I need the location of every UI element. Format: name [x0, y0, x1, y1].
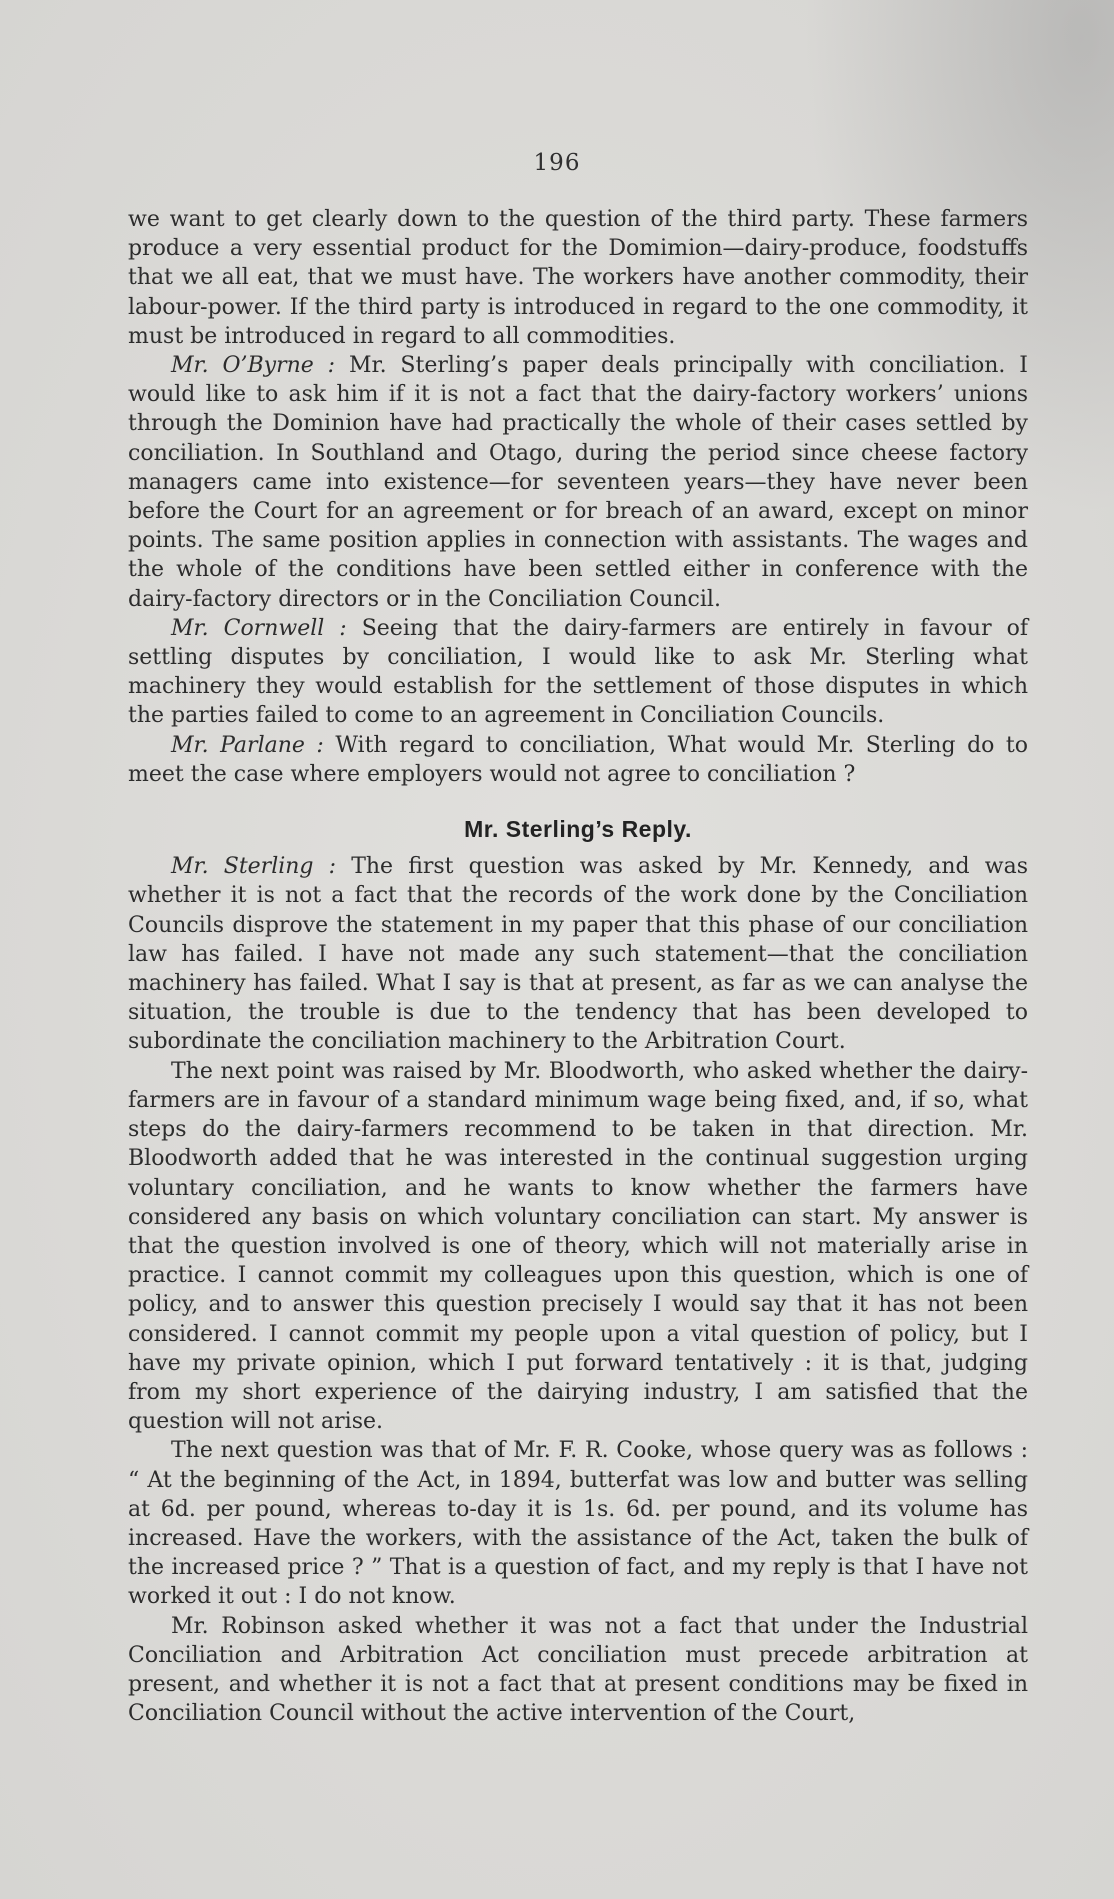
- speaker-name: Mr. Sterling :: [171, 854, 337, 880]
- paragraph: [128, 1436, 1028, 1611]
- paragraph-text: Seeing that the dairy-farmers are entirely in favour of settling disputes by conciliation, I would like to ask Mr. Sterling what machinery they would establish for the settlement of those disputes in which the parties failed to come to an agreement in Conciliation Councils.: [128, 615, 1028, 729]
- paragraph: [128, 205, 1028, 351]
- speaker-name: Mr. Cornwell :: [171, 615, 347, 641]
- paragraph: [128, 731, 1028, 789]
- page-number: 196: [533, 150, 581, 176]
- speaker-name: Mr. O’Byrne :: [171, 353, 336, 379]
- paragraph: [128, 351, 1028, 614]
- paragraph: [128, 1612, 1028, 1729]
- paragraph: [128, 852, 1028, 1056]
- paragraph-text: The next point was raised by Mr. Bloodworth, who asked whether the dairy-farmers are in favour of a standard minimum wage being fixed, and, if so, what steps do the dairy-farmers recommend to be taken in that direction. Mr. Bloodworth added that he was interested in the continual suggestion urging voluntary conciliation, and he wants to know whether the farmers have considered any basis on which voluntary conciliation can start. My answer is that the question involved is one of theory, which will not materially arise in practice. I cannot commit my colleagues upon this question, which is one of policy, and to answer this question precisely I would say that it has not been considered. I cannot commit my people upon a vital question of policy, but I have my private opinion, which I put forward tentatively : it is that, judging from my short experience of the dairying industry, I am satisfied that the question will not arise.: [128, 1058, 1028, 1435]
- paragraph-text: The first question was asked by Mr. Kennedy, and was whether it is not a fact that the records of the work done by the Conciliation Councils disprove the statement in my paper that this phase of our conciliation law has failed. I have not made any such statement—that the conciliation machinery has failed. What I say is that at present, as far as we can analyse the situation, the trouble is due to the tendency that has been developed to subordinate the conciliation machinery to the Arbitration Court.: [128, 854, 1029, 1055]
- paragraph-text: The next question was that of Mr. F. R. Cooke, whose query was as follows : “ At the beginning of the Act, in 1894, butterfat was low and butter was selling at 6d. per pound, whereas to-day it is 1s. 6d. per pound, and its volume has increased. Have the workers, with the assistance of the Act, taken the bulk of the increased price ? ” That is a question of fact, and my reply is that I have not worked it out : I do not know.: [128, 1438, 1028, 1610]
- paragraph-text: Mr. Sterling’s paper deals principally with conciliation. I would like to ask him if it is not a fact that the dairy-factory workers’ unions through the Dominion have had practically the whole of their cases settled by conciliation. In Southland and Otago, during the period since cheese factory managers came into existence—for seventeen years—they have never been before the Court for an agreement or for breach of an award, except on minor points. The same position applies in connection with assistants. The wages and the whole of the conditions have been settled either in conference with the dairy-factory directors or in the Conciliation Council.: [128, 353, 1028, 612]
- paragraph: [128, 614, 1028, 731]
- paragraph-text: With regard to conciliation, What would Mr. Sterling do to meet the case where employers would not agree to conciliation ?: [128, 732, 1028, 787]
- paragraph-text: Mr. Robinson asked whether it was not a fact that under the Industrial Conciliation and Arbitration Act conciliation must precede arbitration at present, and whether it is not a fact that at present conditions may be fixed in Conciliation Council without the active intervention of the Court,: [128, 1613, 1028, 1727]
- body-text: [128, 205, 1028, 1728]
- section-heading: Mr. Sterling’s Reply.: [464, 816, 692, 843]
- paragraph-text: we want to get clearly down to the question of the third party. These farmers produce a very essential product for the Domimion—dairy-produce, foodstuffs that we all eat, that we must have. The workers have another commodity, their labour-power. If the third party is introduced in regard to the one commodity, it must be introduced in regard to all commodities.: [128, 207, 1028, 349]
- speaker-name: Mr. Parlane :: [171, 732, 324, 758]
- paragraph: [128, 1057, 1028, 1437]
